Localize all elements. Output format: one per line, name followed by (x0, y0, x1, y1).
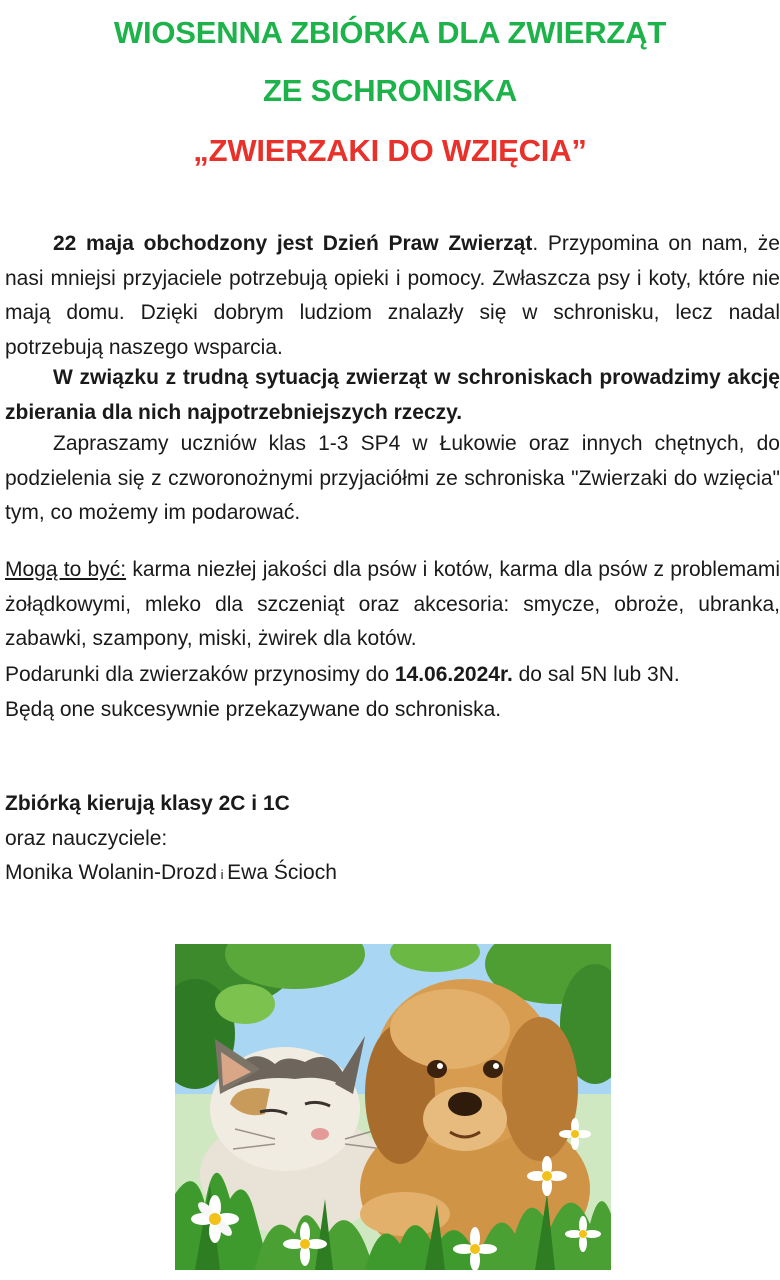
paragraph-1 (5, 227, 780, 365)
paragraph-3: Zapraszamy uczniów klas 1-3 SP4 w Łukowie oraz innych chętnych, do podzielenia się z czworonożnymi przyjaciółmi ze schroniska "Zwierzaki do wzięcia" tym, co możemy im podarować. (5, 432, 780, 524)
pets-illustration (175, 944, 611, 1270)
paragraph-1-bold-lead: 22 maja obchodzony jest Dzień Praw Zwierząt (53, 232, 533, 255)
paragraph-5 (5, 658, 780, 727)
organizers-teachers (5, 856, 780, 893)
paragraph-4-underlined-lead: Mogą to być: (5, 558, 127, 581)
paragraph-4 (5, 553, 780, 657)
teacher-1: Monika Wolanin-Drozd (5, 861, 218, 884)
organizers (5, 787, 780, 893)
paragraph-5-before: Podarunki dla zwierzaków przynosimy do (5, 663, 395, 686)
paragraph-5-line-1 (5, 658, 780, 693)
organizers-classes: Zbiórką kierują klasy 2C i 1C (5, 792, 290, 815)
kitten-puppy-painting (175, 944, 611, 1270)
title-line-1: WIOSENNA ZBIÓRKA DLA ZWIERZĄT (113, 15, 667, 50)
organizers-teachers-label: oraz nauczyciele: (5, 826, 168, 850)
title-line-3: „ZWIERZAKI DO WZIĘCIA” (193, 133, 587, 168)
paragraph-1-text: . Przypomina on nam, że nasi mniejsi przyjaciele potrzebują opieki i pomocy. Zwłaszcza psy i koty, które nie mają domu. Dzięki dobrym ludziom znalazły się w schronisku, lecz nadal potrzebują naszego wsparcia. (5, 232, 780, 359)
teacher-2: Ewa Ścioch (227, 861, 337, 884)
paragraph-2: W związku z trudną sytuacją zwierząt w schroniskach prowadzimy akcję zbierania dla nich najpotrzebniejszych rzeczy. (5, 366, 780, 424)
paragraph-4-text: karma niezłej jakości dla psów i kotów, karma dla psów z problemami żołądkowymi, mleko dla szczeniąt oraz akcesoria: smycze, obroże, ubranka, zabawki, szampony, miski, żwirek dla kotów. (5, 558, 780, 650)
paragraph-5-line-2: Będą one sukcesywnie przekazywane do schroniska. (5, 697, 502, 721)
paragraph-5-date: 14.06.2024r. (394, 663, 513, 686)
title-line-2: ZE SCHRONISKA (262, 73, 518, 108)
teacher-conjunction: i (217, 867, 228, 882)
paragraph-5-after: do sal 5N lub 3N. (512, 663, 680, 686)
